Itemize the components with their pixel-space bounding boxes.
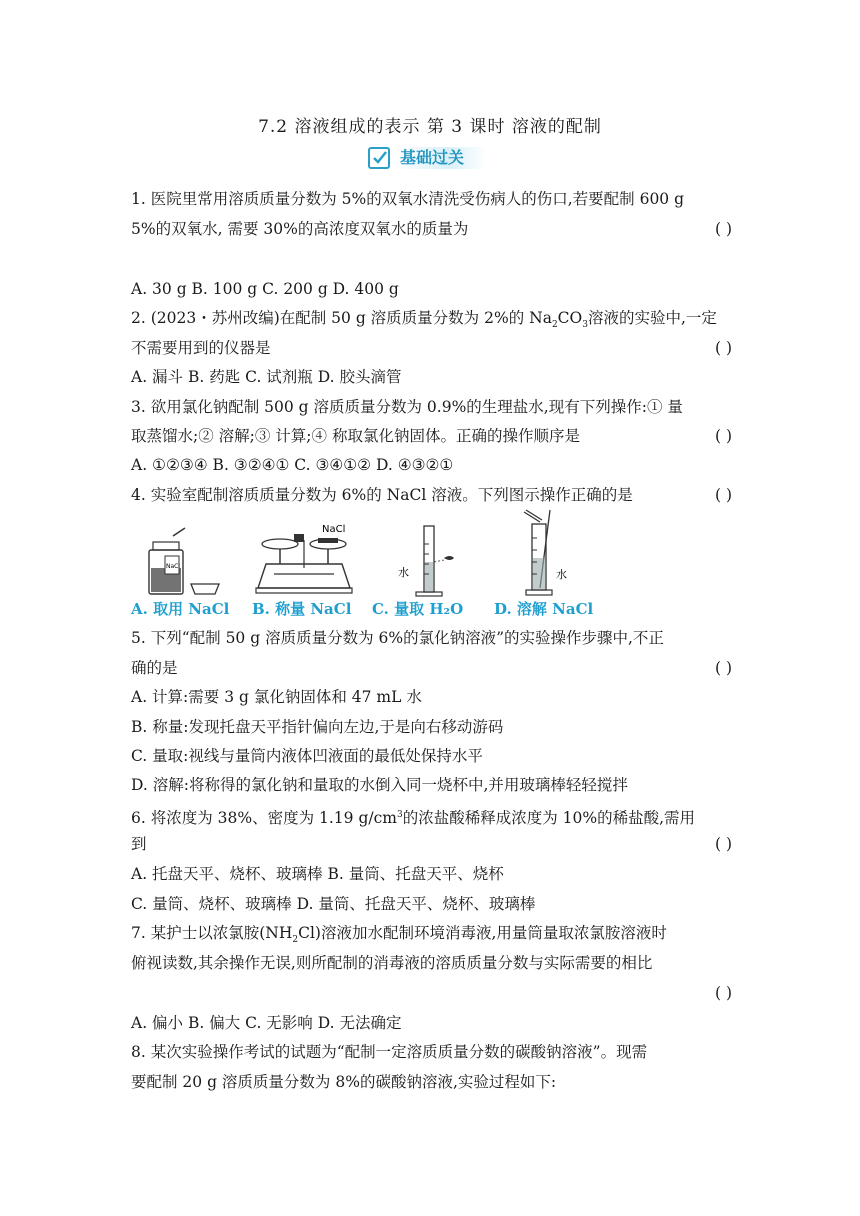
q4-line1: 4. 实验室配制溶质质量分数为 6%的 NaCl 溶液。下列图示操作正确的是 (131, 486, 633, 504)
q1-options: A. 30 g B. 100 g C. 200 g D. 400 g (131, 280, 399, 298)
q7-answer-paren: ( ) (714, 984, 732, 1002)
q6-line1: 6. 将浓度为 38%、密度为 1.19 $g/cm^3$的浓盐酸稀释成浓度为 10%的稀盐酸,需用 (131, 809, 696, 828)
figure-b-balance (254, 520, 364, 598)
q2-options: A. 漏斗 B. 药匙 C. 试剂瓶 D. 胶头滴管 (131, 368, 402, 386)
q5-option-c: C. 量取:视线与量筒内液体凹液面的最低处保持水平 (131, 747, 483, 765)
figure-b-label: NaCl (322, 524, 346, 535)
q1-answer-paren: ( ) (714, 220, 732, 238)
figure-d-label: 水 (556, 568, 567, 581)
q5-line2: 确的是 (131, 659, 178, 677)
caption-a: A. 取用 NaCl (131, 600, 230, 618)
q5-option-a: A. 计算:需要 3 g 氯化钠固体和 47 mL 水 (131, 688, 422, 706)
checkbox-icon (368, 147, 390, 169)
q7-line2: 俯视读数,其余操作无误,则所配制的消毒液的溶质质量分数与实际需要的相比 (131, 954, 653, 972)
section-badge-label: 基础过关 (394, 147, 486, 169)
figure-a-reagent-bottle (143, 526, 223, 598)
figure-d-dissolve (516, 508, 586, 598)
page-title: 7.2 溶液组成的表示 第 3 课时 溶液的配制 (258, 117, 602, 137)
q7-line1: 7. 某护士以浓氯胺$(NH_2Cl)$溶液加水配制环境消毒液,用量筒量取浓氯胺溶液时 (131, 924, 667, 946)
q6-options-ab: A. 托盘天平、烧杯、玻璃棒 B. 量筒、托盘天平、烧杯 (131, 865, 504, 883)
q7-options: A. 偏小 B. 偏大 C. 无影响 D. 无法确定 (131, 1014, 402, 1032)
caption-c: C. 量取 H₂O (372, 600, 464, 618)
q2-line1: 2. (2023・苏州改编)在配制 50 g 溶质质量分数为 2%的 $Na_2CO_3$溶液的实验中,一定 (131, 309, 717, 331)
section-badge (368, 145, 488, 173)
q5-option-b: B. 称量:发现托盘天平指针偏向左边,于是向右移动游码 (131, 718, 504, 736)
q1-line1: 1. 医院里常用溶质质量分数为 5%的双氧水清洗受伤病人的伤口,若要配制 600 g (131, 190, 685, 208)
q3-answer-paren: ( ) (714, 427, 732, 445)
q1-line2: 5%的双氧水, 需要 30%的高浓度双氧水的质量为 (131, 220, 469, 238)
q3-options: A. ①②③④ B. ③②④① C. ③④①② D. ④③②① (131, 456, 454, 474)
q8-line1: 8. 某次实验操作考试的试题为“配制一定溶质质量分数的碳酸钠溶液”。现需 (131, 1043, 648, 1061)
q5-line1: 5. 下列“配制 50 g 溶质质量分数为 6%的氯化钠溶液”的实验操作步骤中,不正 (131, 629, 664, 647)
caption-b: B. 称量 NaCl (252, 600, 352, 618)
caption-d: D. 溶解 NaCl (494, 600, 594, 618)
q3-line2: 取蒸馏水;② 溶解;③ 计算;④ 称取氯化钠固体。正确的操作顺序是 (131, 427, 580, 445)
q2-answer-paren: ( ) (714, 339, 732, 357)
q5-answer-paren: ( ) (714, 659, 732, 677)
q6-line2: 到 (131, 835, 147, 853)
q5-option-d: D. 溶解:将称得的氯化钠和量取的水倒入同一烧杯中,并用玻璃棒轻轻搅拌 (131, 776, 628, 794)
q2-line2: 不需要用到的仪器是 (131, 339, 271, 357)
q8-line2: 要配制 20 g 溶质质量分数为 8%的碳酸钠溶液,实验过程如下: (131, 1073, 557, 1091)
q3-line1: 3. 欲用氯化钠配制 500 g 溶质质量分数为 0.9%的生理盐水,现有下列操作:① 量 (131, 398, 683, 416)
figure-c-label: 水 (398, 566, 409, 579)
q6-answer-paren: ( ) (714, 835, 732, 853)
figure-a-label: NaCl (166, 563, 181, 570)
figure-c-cylinder (394, 524, 464, 598)
q4-answer-paren: ( ) (714, 486, 732, 504)
q6-options-cd: C. 量筒、烧杯、玻璃棒 D. 量筒、托盘天平、烧杯、玻璃棒 (131, 895, 536, 913)
